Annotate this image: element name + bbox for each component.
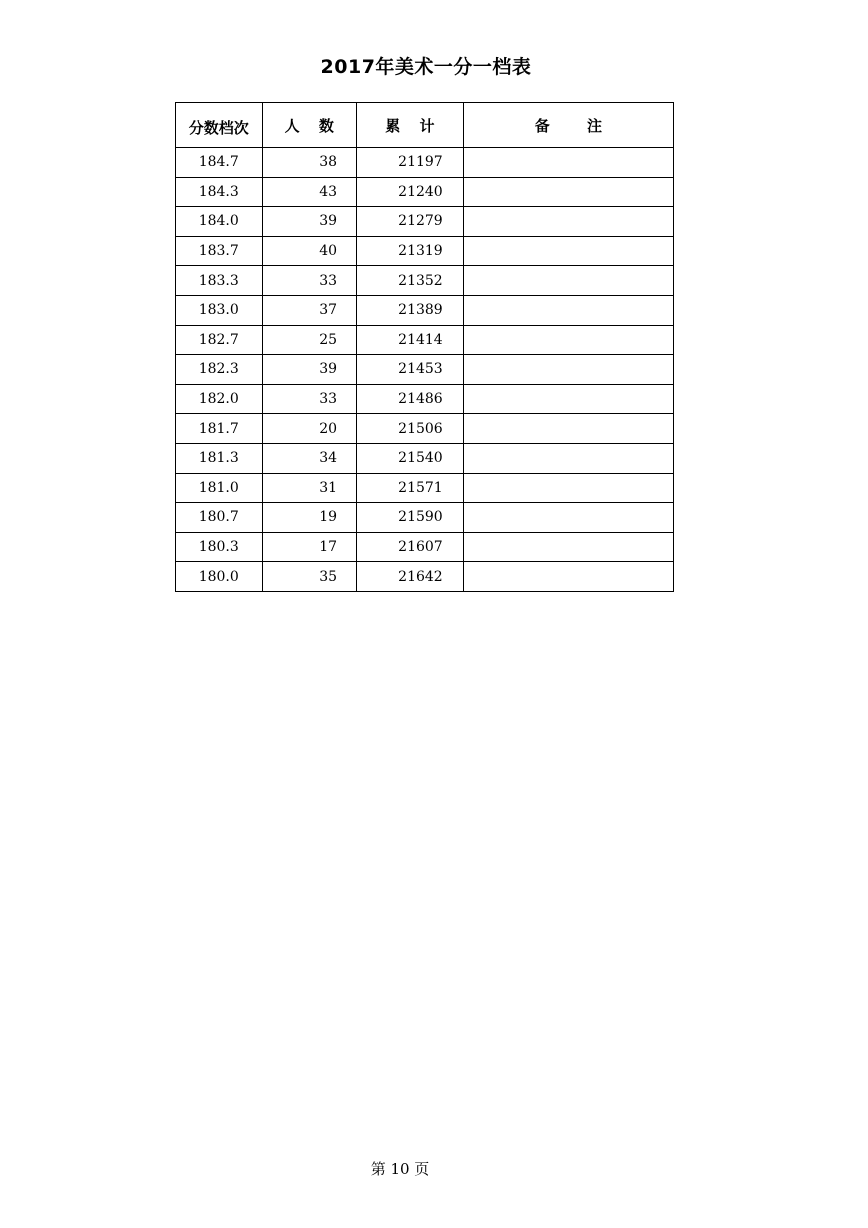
cumulative-cell: 21642 [357,562,464,592]
table-row [176,384,674,414]
note-cell [463,266,673,296]
table-row [176,266,674,296]
table-row [176,207,674,237]
note-cell [463,443,673,473]
score-cell: 180.0 [176,562,263,592]
table-header-row [176,103,674,148]
cumulative-cell: 21279 [357,207,464,237]
cumulative-cell: 21506 [357,414,464,444]
note-cell [463,177,673,207]
table-row [176,295,674,325]
cumulative-cell: 21486 [357,384,464,414]
page-number: 第 10 页 [370,1160,430,1178]
cumulative-cell: 21540 [357,443,464,473]
count-cell: 35 [262,562,357,592]
note-cell [463,325,673,355]
count-cell: 25 [262,325,357,355]
score-cell: 184.0 [176,207,263,237]
score-cell: 182.3 [176,355,263,385]
score-cell: 180.7 [176,503,263,533]
note-cell [463,414,673,444]
score-cell: 184.7 [176,148,263,178]
table-row [176,325,674,355]
count-cell: 33 [262,266,357,296]
cumulative-cell: 21389 [357,295,464,325]
note-cell [463,384,673,414]
cumulative-cell: 21414 [357,325,464,355]
count-cell: 37 [262,295,357,325]
note-cell [463,236,673,266]
score-cell: 183.3 [176,266,263,296]
table-row [176,562,674,592]
score-cell: 183.0 [176,295,263,325]
table-body [176,148,674,592]
note-cell [463,148,673,178]
note-cell [463,355,673,385]
cumulative-cell: 21240 [357,177,464,207]
count-cell: 19 [262,503,357,533]
score-cell: 181.0 [176,473,263,503]
count-cell: 17 [262,532,357,562]
cumulative-cell: 21319 [357,236,464,266]
table-row [176,148,674,178]
header-cumulative: 累 计 [357,103,464,148]
cumulative-cell: 21571 [357,473,464,503]
score-cell: 183.7 [176,236,263,266]
table-row [176,443,674,473]
score-cell: 182.0 [176,384,263,414]
count-cell: 20 [262,414,357,444]
count-cell: 40 [262,236,357,266]
score-cell: 181.3 [176,443,263,473]
count-cell: 34 [262,443,357,473]
note-cell [463,503,673,533]
count-cell: 33 [262,384,357,414]
header-note: 备 注 [463,103,673,148]
header-count: 人 数 [262,103,357,148]
note-cell [463,295,673,325]
score-cell: 181.7 [176,414,263,444]
table-row [176,177,674,207]
table-row [176,473,674,503]
note-cell [463,532,673,562]
table-row [176,236,674,266]
note-cell [463,473,673,503]
count-cell: 39 [262,355,357,385]
count-cell: 31 [262,473,357,503]
count-cell: 38 [262,148,357,178]
table-row [176,532,674,562]
cumulative-cell: 21352 [357,266,464,296]
note-cell [463,207,673,237]
table-row [176,503,674,533]
page-title: 2017年美术一分一档表 [320,56,532,78]
count-cell: 39 [262,207,357,237]
cumulative-cell: 21590 [357,503,464,533]
score-cell: 182.7 [176,325,263,355]
count-cell: 43 [262,177,357,207]
cumulative-cell: 21197 [357,148,464,178]
header-score: 分数档次 [176,103,263,148]
score-cell: 180.3 [176,532,263,562]
note-cell [463,562,673,592]
table-row [176,414,674,444]
cumulative-cell: 21453 [357,355,464,385]
table-row [176,355,674,385]
score-distribution-table [175,102,674,592]
cumulative-cell: 21607 [357,532,464,562]
score-cell: 184.3 [176,177,263,207]
